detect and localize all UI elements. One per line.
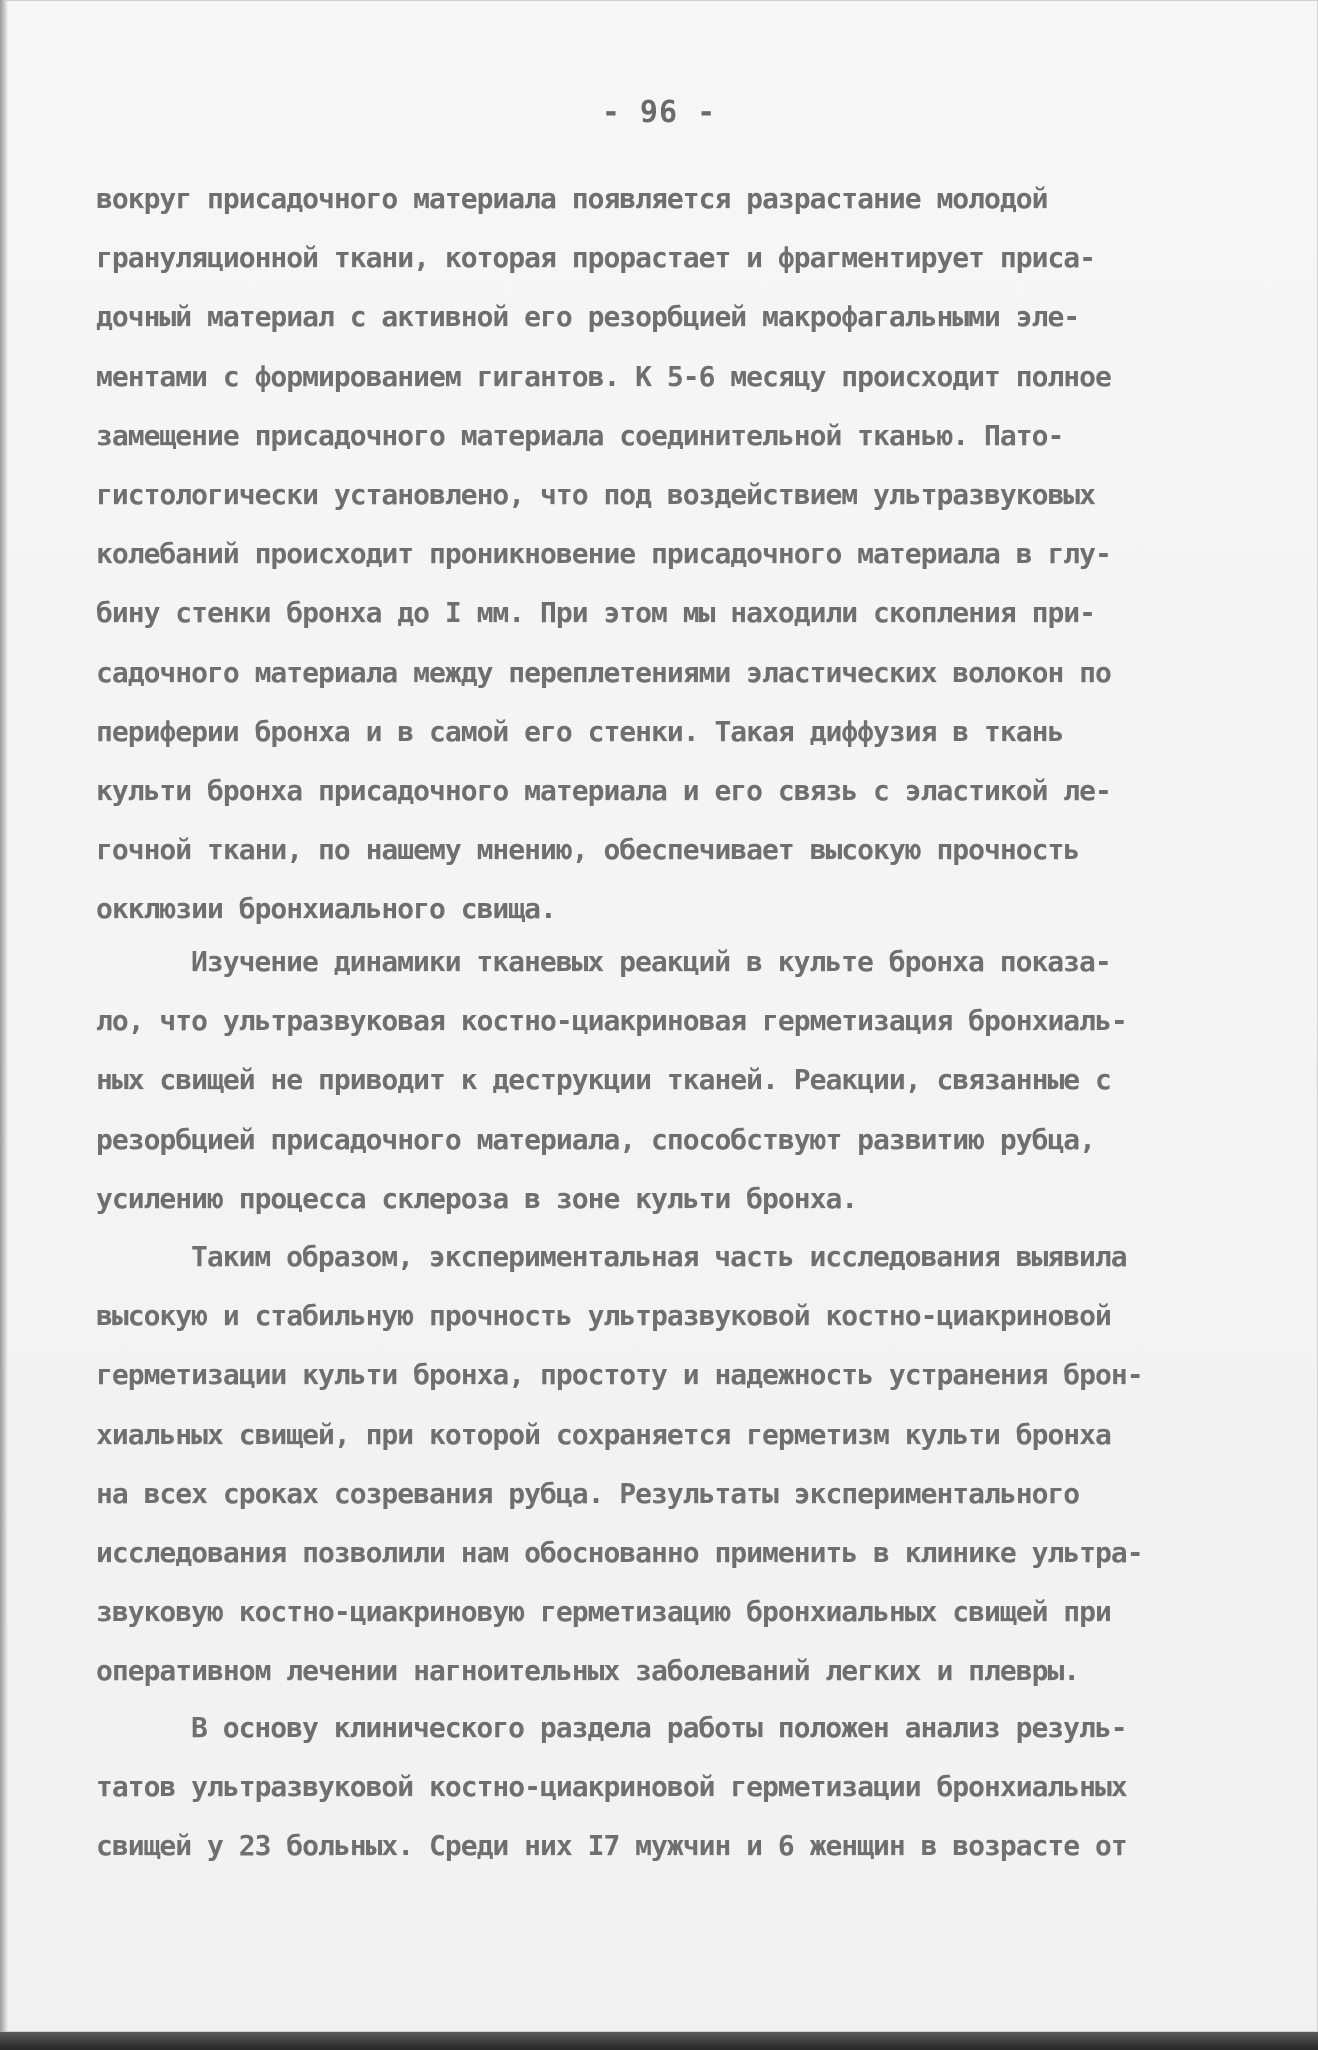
text-line: бину стенки бронха до I мм. При этом мы находили скопления при- [96,596,1096,630]
text-line: замещение присадочного материала соединительной тканью. Пато- [96,418,1064,452]
text-line: Изучение динамики тканевых реакций в культе бронха показа- [191,945,1111,978]
paragraph-3 [96,1227,1261,1701]
text-line: свищей у 23 больных. Среди них I7 мужчин и 6 женщин в возрасте от [96,1829,1127,1863]
text-line: татов ультразвуковой костно-циакриновой герметизации бронхиальных [96,1770,1127,1804]
text-line: периферии бронха и в самой его стенки. Такая диффузия в ткань [96,714,1064,748]
text-line: дочный материал с активной его резорбцией макрофагальными эле- [96,300,1080,334]
text-line: хиальных свищей, при которой сохраняется герметизм культи бронха [96,1417,1111,1451]
text-line: грануляционной ткани, которая прорастает и фрагментирует приса- [96,241,1096,275]
paragraph-4 [96,1698,1261,1876]
text-line: оперативном лечении нагноительных заболеваний легких и плевры. [96,1654,1080,1688]
text-line: садочного материала между переплетениями эластических волокон по [96,655,1111,689]
text-line: гочной ткани, по нашему мнению, обеспечивает высокую прочность [96,833,1080,867]
text-line: герметизации культи бронха, простоту и надежность устранения брон- [96,1358,1143,1392]
text-line: ных свищей не приводит к деструкции тканей. Реакции, связанные с [96,1063,1111,1097]
scan-bottom-edge [0,2032,1318,2050]
text-line: культи бронха присадочного материала и его связь с эластикой ле- [96,773,1111,807]
text-line: резорбцией присадочного материала, способствуют развитию рубца, [96,1122,1096,1156]
text-line: колебаний происходит проникновение присадочного материала в глу- [96,537,1111,571]
text-line: усилению процесса склероза в зоне культи бронха. [96,1181,858,1215]
text-line: Таким образом, экспериментальная часть исследования выявила [191,1240,1127,1273]
text-line: высокую и стабильную прочность ультразвуковой костно-циакриновой [96,1299,1111,1333]
text-line: окклюзии бронхиального свища. [96,892,556,926]
text-line: вокруг присадочного материала появляется разрастание молодой [96,182,1048,215]
text-line: гистологически установлено, что под воздействием ультразвуковых [96,477,1096,511]
text-line: звуковую костно-циакриновую герметизацию бронхиальных свищей при [96,1595,1111,1629]
text-line: на всех сроках созревания рубца. Результаты экспериментального [96,1476,1080,1510]
text-line: В основу клинического раздела работы положен анализ резуль- [191,1711,1127,1744]
scan-left-edge [0,0,8,2032]
text-line: исследования позволили нам обоснованно применить в клинике ультра- [96,1535,1143,1569]
text-line: ментами с формированием гигантов. К 5-6 месяцу происходит полное [96,359,1111,393]
paragraph-1 [96,169,1261,938]
page-number: - 96 - [601,95,717,130]
paragraph-2 [96,932,1261,1228]
text-line: ло, что ультразвуковая костно-циакриновая герметизация бронхиаль- [96,1004,1127,1038]
